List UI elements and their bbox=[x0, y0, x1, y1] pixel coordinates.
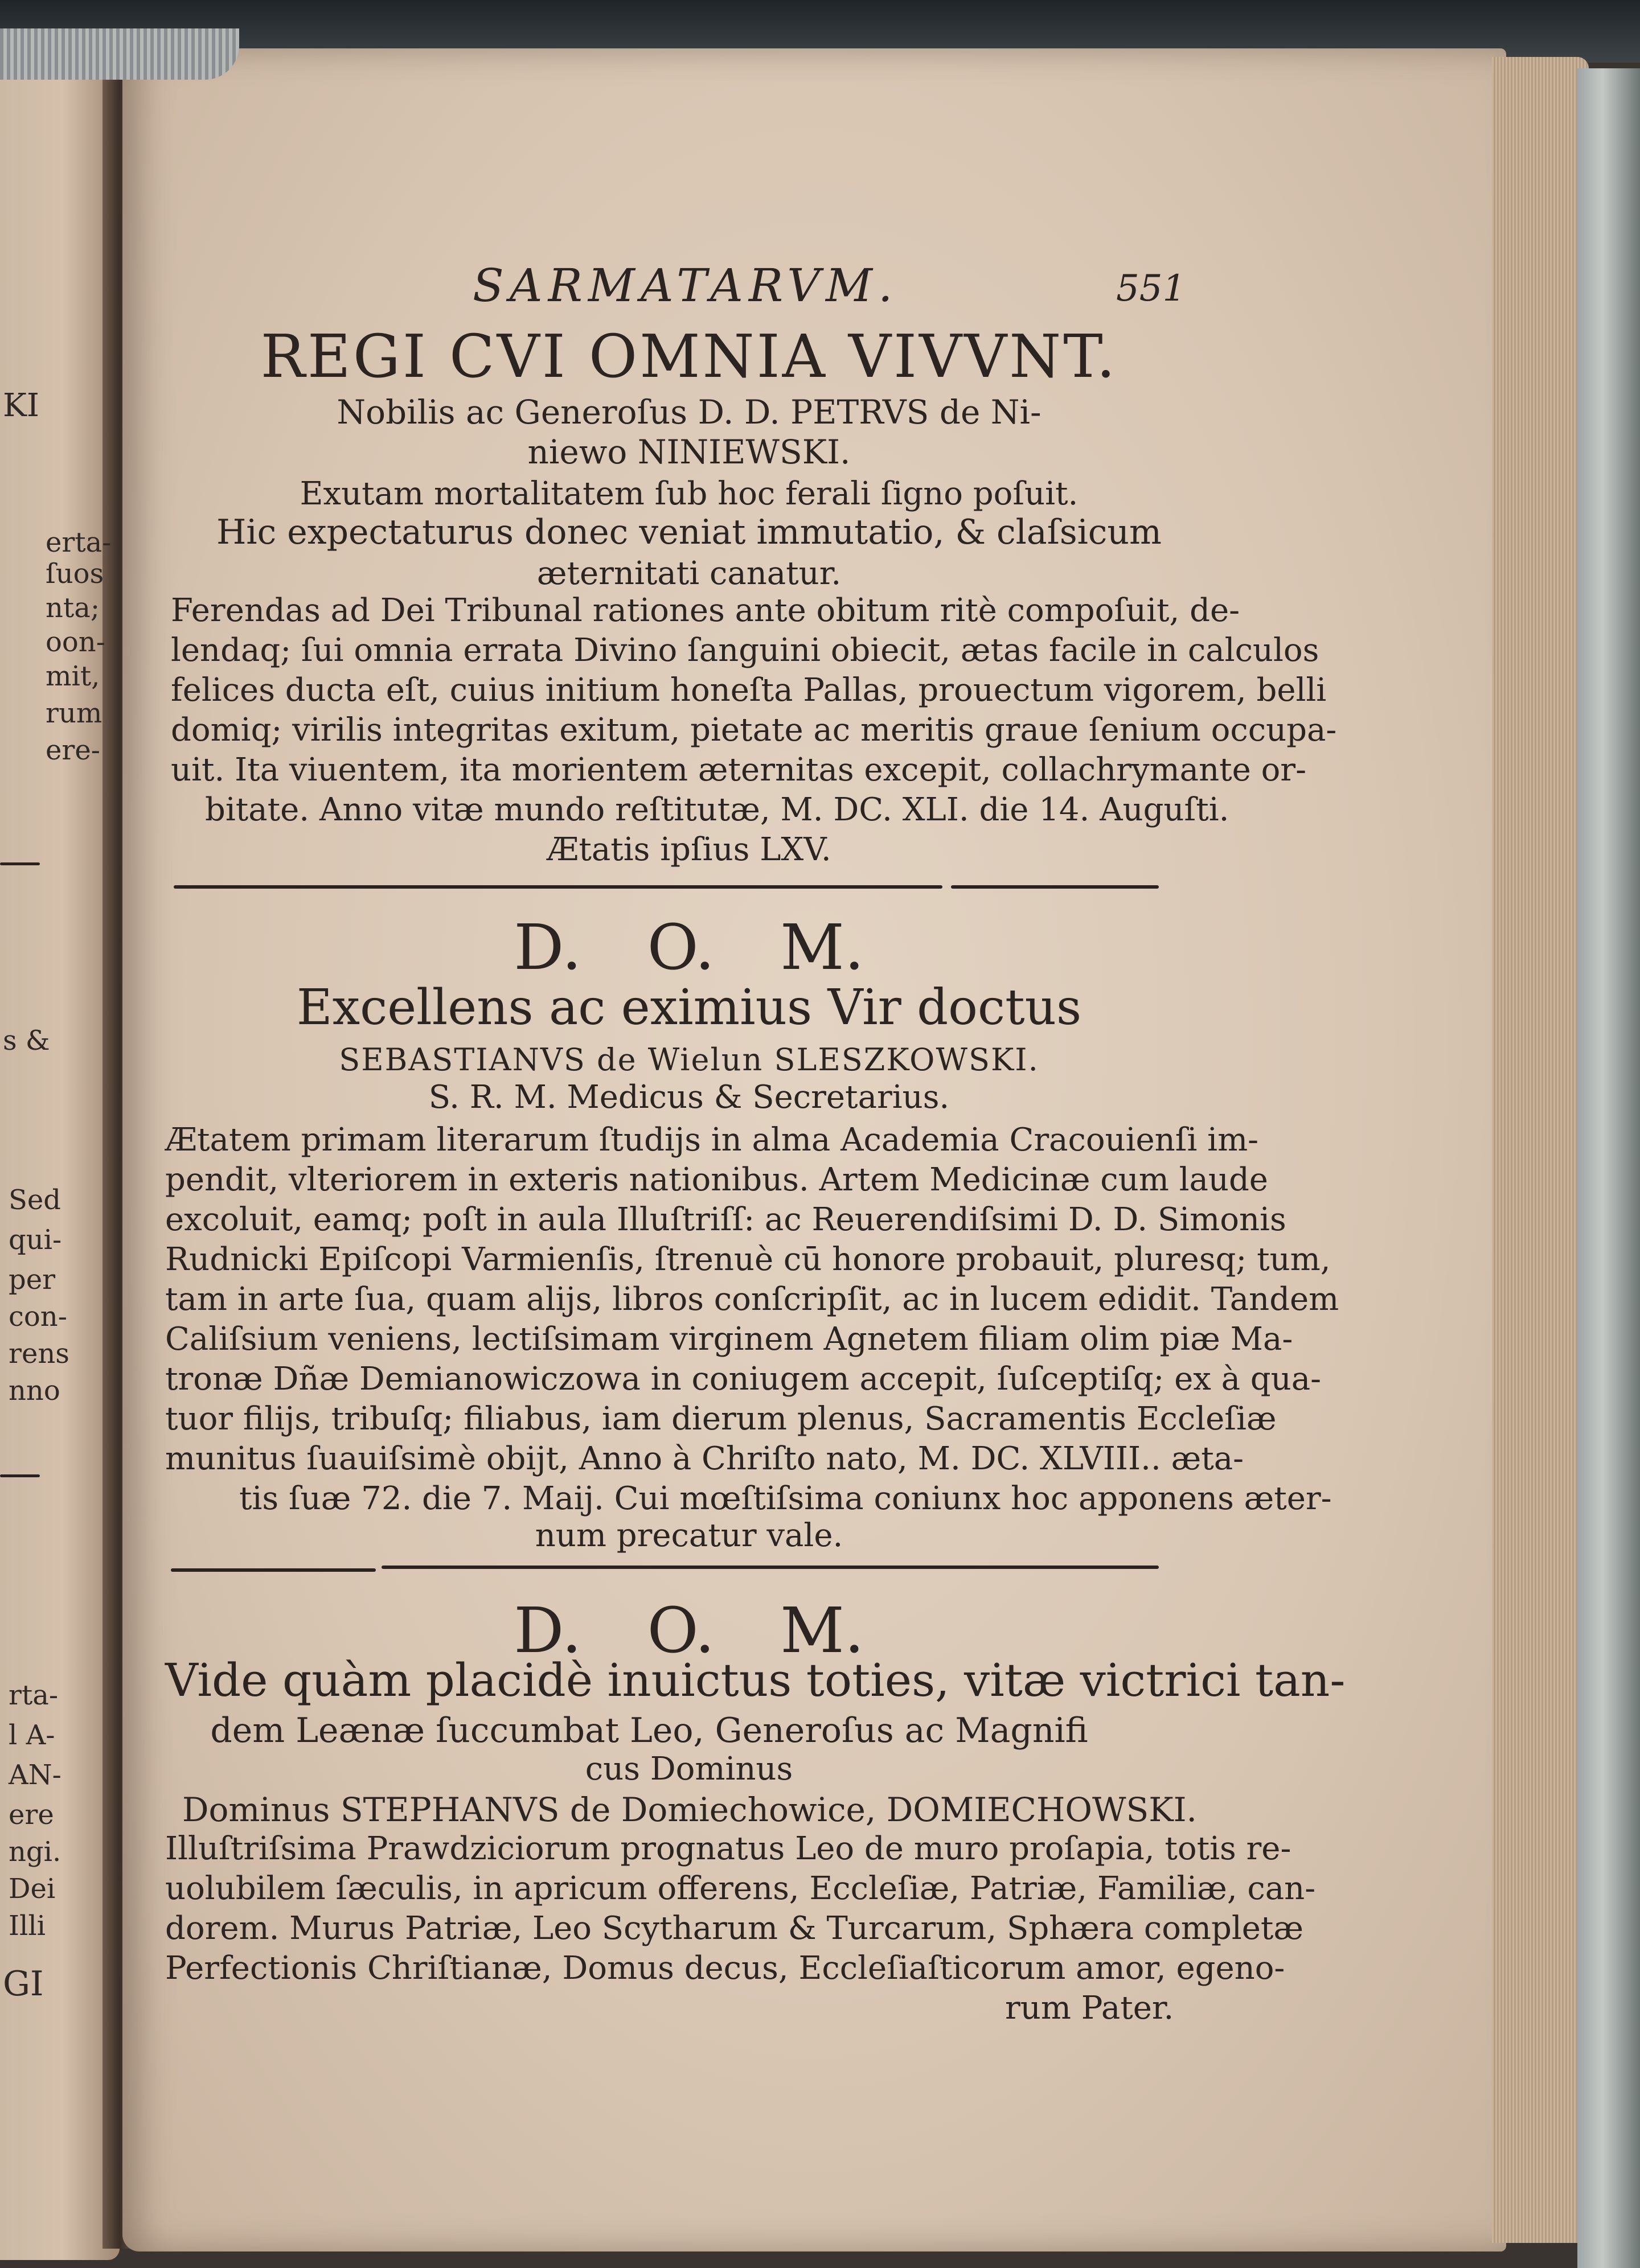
left-divider bbox=[0, 862, 40, 865]
section-divider bbox=[174, 885, 942, 889]
epitaph-line: niewo NINIEWSKI. bbox=[527, 433, 851, 471]
book-cover-edge bbox=[1577, 68, 1640, 2268]
left-fragment: oon- bbox=[46, 626, 105, 658]
left-fragment: con- bbox=[9, 1301, 67, 1333]
epitaph-body-line: Illuſtriſsima Prawdziciorum prognatus Leo de muro proſapia, totis re- bbox=[165, 1830, 1292, 1867]
left-fragment: ſuos bbox=[46, 558, 104, 590]
left-fragment: nno bbox=[9, 1375, 60, 1407]
epitaph-body-line: tronæ Dñæ Demianowiczowa in coniugem accepit, ſuſceptiſq; ex à qua- bbox=[165, 1361, 1322, 1398]
left-fragment: Sed bbox=[9, 1184, 62, 1216]
epitaph-body-line: pendit, vlteriorem in exteris nationibus. Artem Medicinæ cum laude bbox=[165, 1161, 1268, 1198]
left-fragment: KI bbox=[3, 387, 39, 424]
section-divider bbox=[171, 1568, 376, 1572]
left-fragment: erta- bbox=[46, 527, 112, 558]
epitaph-body-line: excoluit, eamq; poſt in aula Illuſtriſſ: ac Reuerendiſsimi D. D. Simonis bbox=[165, 1201, 1286, 1238]
epitaph-line: SEBASTIANVS de Wielun SLESZKOWSKI. bbox=[339, 1042, 1039, 1078]
epitaph-body-line: Ætatem primam literarum ſtudijs in alma Academia Cracouienſi im- bbox=[165, 1121, 1259, 1158]
epitaph-body-line: Ferendas ad Dei Tribunal rationes ante obitum ritè compoſuit, de- bbox=[171, 592, 1240, 629]
left-fragment: rum bbox=[46, 697, 102, 729]
epitaph-line: Exutam mortalitatem ſub hoc ferali ſigno poſuit. bbox=[300, 475, 1079, 512]
left-fragment: mit, bbox=[46, 660, 100, 692]
epitaph-line: Nobilis ac Generoſus D. D. PETRVS de Ni- bbox=[337, 393, 1042, 432]
left-fragment: ngi. bbox=[9, 1836, 62, 1868]
epitaph-line: Hic expectaturus donec veniat immutatio, & claſsicum bbox=[216, 512, 1162, 552]
epitaph-body-line: bitate. Anno vitæ mundo reſtitutæ, M. DC. XLI. die 14. Auguſti. bbox=[205, 791, 1229, 828]
epitaph-closing: num precatur vale. bbox=[535, 1517, 843, 1554]
epitaph-line: Excellens ac eximius Vir doctus bbox=[296, 979, 1082, 1036]
epitaph-body-line: Rudnicki Epiſcopi Varmienſis, ſtrenuè cū honore probauit, pluresq; tum, bbox=[165, 1241, 1331, 1278]
left-fragment: per bbox=[9, 1264, 56, 1296]
left-fragment: GI bbox=[3, 1964, 44, 2004]
section-divider bbox=[951, 885, 1159, 889]
epitaph-line: S. R. M. Medicus & Secretarius. bbox=[428, 1079, 950, 1116]
left-fragment: Dei bbox=[9, 1873, 56, 1905]
epitaph-line: æternitati canatur. bbox=[536, 555, 842, 592]
epitaph-body-line: munitus ſuauiſsimè obijt, Anno à Chriſto nato, M. DC. XLVIII.. æta- bbox=[165, 1440, 1244, 1477]
epitaph-body-line: domiq; virilis integritas exitum, pietate ac meritis graue ſenium occupa- bbox=[171, 712, 1337, 749]
epitaph-line: cus Dominus bbox=[585, 1751, 793, 1788]
epitaph-heading: REGI CVI OMNIA VIVVNT. bbox=[260, 322, 1118, 391]
epitaph-body-line: lendaq; ſui omnia errata Divino ſanguini obiecit, ætas facile in calculos bbox=[171, 632, 1319, 669]
epitaph-body-line: tam in arte ſua, quam alijs, libros conſcripſit, ac in lucem edidit. Tandem bbox=[165, 1281, 1339, 1318]
section-divider bbox=[382, 1566, 1159, 1569]
left-fragment: Illi bbox=[9, 1910, 46, 1942]
epitaph-body-line: Perfectionis Chriſtianæ, Domus decus, Eccleſiaſticorum amor, egeno- bbox=[165, 1950, 1285, 1987]
page-edges bbox=[1492, 57, 1589, 2243]
epitaph-line: Vide quàm placidè inuictus toties, vitæ victrici tan- bbox=[165, 1654, 1346, 1707]
left-fragment: nta; bbox=[46, 592, 100, 624]
epitaph-heading: D. O. M. bbox=[514, 1594, 864, 1667]
epitaph-line: dem Leænæ ſuccumbat Leo, Generoſus ac Magnifi bbox=[210, 1711, 1088, 1751]
left-fragment: rens bbox=[9, 1338, 69, 1370]
epitaph-body-line: Caliſsium veniens, lectiſsimam virginem Agnetem filiam olim piæ Ma- bbox=[165, 1321, 1293, 1358]
epitaph-body-line: felices ducta eſt, cuius initium honeſta Pallas, prouectum vigorem, belli bbox=[171, 672, 1327, 709]
left-divider bbox=[0, 1474, 40, 1477]
epitaph-closing: Ætatis ipſius LXV. bbox=[547, 831, 831, 868]
left-fragment: rta- bbox=[9, 1679, 59, 1711]
running-title: SARMATARVM. bbox=[473, 259, 899, 312]
left-fragment: qui- bbox=[9, 1224, 62, 1256]
headband bbox=[0, 28, 239, 80]
left-fragment: ere- bbox=[46, 734, 100, 766]
epitaph-body-line: tuor filijs, tribuſq; filiabus, iam dierum plenus, Sacramentis Eccleſiæ bbox=[165, 1400, 1277, 1437]
left-fragment: l A- bbox=[9, 1719, 55, 1751]
left-fragment: AN- bbox=[9, 1759, 62, 1791]
epitaph-line: Dominus STEPHANVS de Domiechowice, DOMIECHOWSKI. bbox=[182, 1790, 1197, 1829]
epitaph-body-line: tis ſuæ 72. die 7. Maij. Cui mœſtiſsima coniunx hoc apponens æter- bbox=[239, 1480, 1332, 1517]
epitaph-heading: D. O. M. bbox=[514, 911, 864, 984]
left-fragment: s & bbox=[3, 1025, 50, 1057]
epitaph-body-line: dorem. Murus Patriæ, Leo Scytharum & Turcarum, Sphæra completæ bbox=[165, 1910, 1304, 1947]
epitaph-body-line: uolubilem ſæculis, in apricum offerens, Eccleſiæ, Patriæ, Familiæ, can- bbox=[165, 1870, 1316, 1907]
left-fragment: ere bbox=[9, 1799, 54, 1831]
epitaph-body-line: uit. Ita viuentem, ita morientem æternitas excepit, collachrymante or- bbox=[171, 751, 1306, 788]
epitaph-closing: rum Pater. bbox=[1005, 1990, 1174, 2027]
page-number: 551 bbox=[1116, 268, 1186, 310]
